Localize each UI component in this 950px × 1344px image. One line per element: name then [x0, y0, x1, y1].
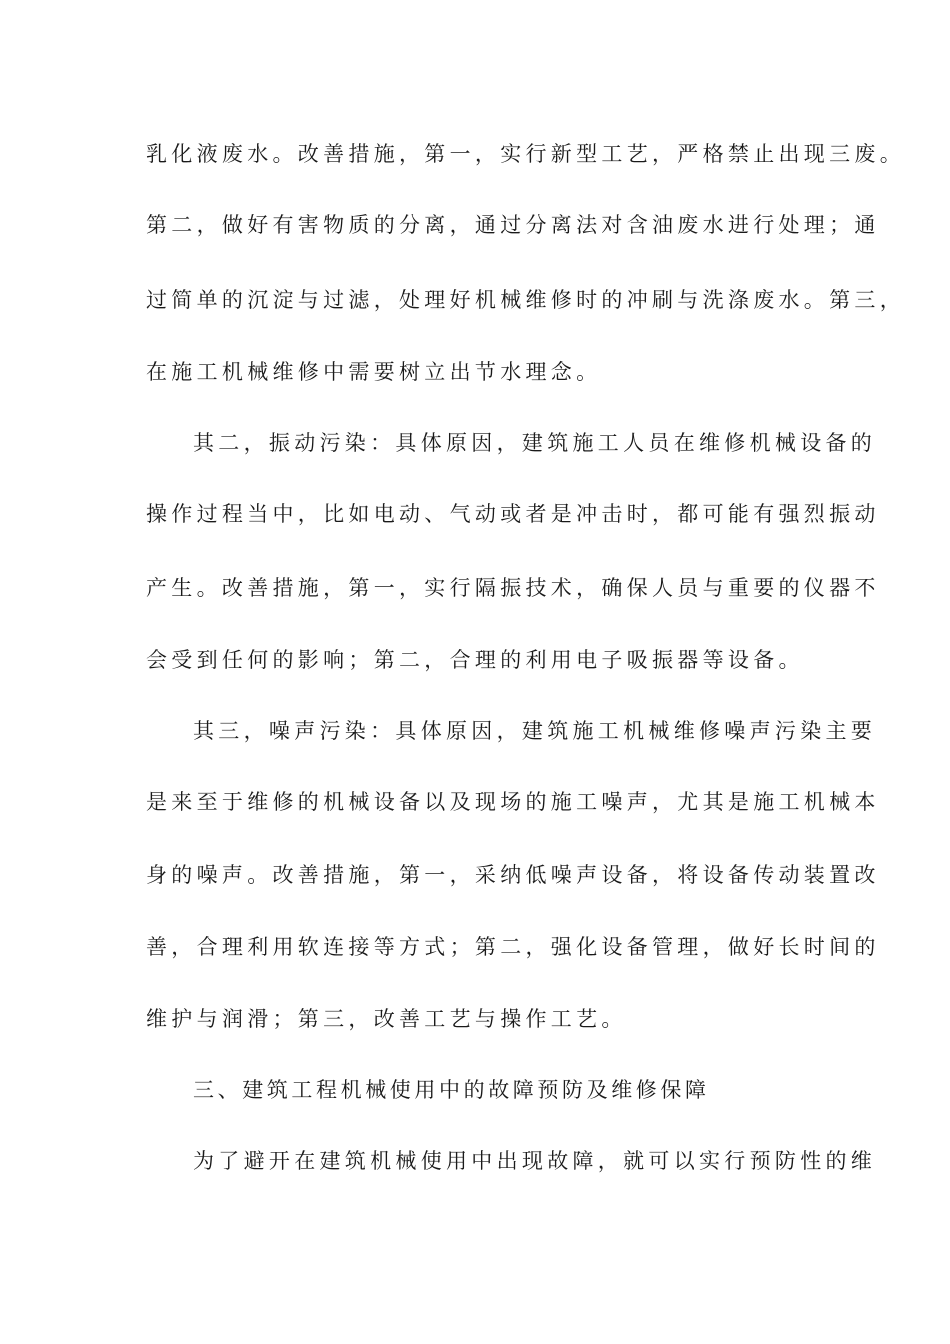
text-line: 产生。改善措施，第一，实行隔振技术，确保人员与重要的仪器不: [146, 576, 880, 600]
text-line: 会受到任何的影响；第二，合理的利用电子吸振器等设备。: [146, 648, 804, 672]
text-line: 过简单的沉淀与过滤，处理好机械维修时的冲刷与洗涤废水。第三，: [146, 288, 905, 312]
text-line: 在施工机械维修中需要树立出节水理念。: [146, 360, 602, 384]
text-line: 维护与润滑；第三，改善工艺与操作工艺。: [146, 1007, 627, 1031]
paragraph-start-line: 其三，噪声污染：具体原因，建筑施工机械维修噪声污染主要: [193, 719, 877, 743]
paragraph-start-line: 为了避开在建筑机械使用中出现故障，就可以实行预防性的维: [193, 1149, 877, 1173]
paragraph-start-line: 其二，振动污染：具体原因，建筑施工人员在维修机械设备的: [193, 431, 877, 455]
text-line: 身的噪声。改善措施，第一，采纳低噪声设备，将设备传动装置改: [146, 863, 880, 887]
text-line: 善，合理利用软连接等方式；第二，强化设备管理，做好长时间的: [146, 935, 880, 959]
text-line: 操作过程当中，比如电动、气动或者是冲击时，都可能有强烈振动: [146, 502, 880, 526]
text-line: 第二，做好有害物质的分离，通过分离法对含油废水进行处理；通: [146, 213, 880, 237]
text-line: 是来至于维修的机械设备以及现场的施工噪声，尤其是施工机械本: [146, 790, 880, 814]
section-heading: 三、建筑工程机械使用中的故障预防及维修保障: [193, 1078, 710, 1102]
text-line: 乳化液废水。改善措施，第一，实行新型工艺，严格禁止出现三废。: [146, 142, 905, 166]
